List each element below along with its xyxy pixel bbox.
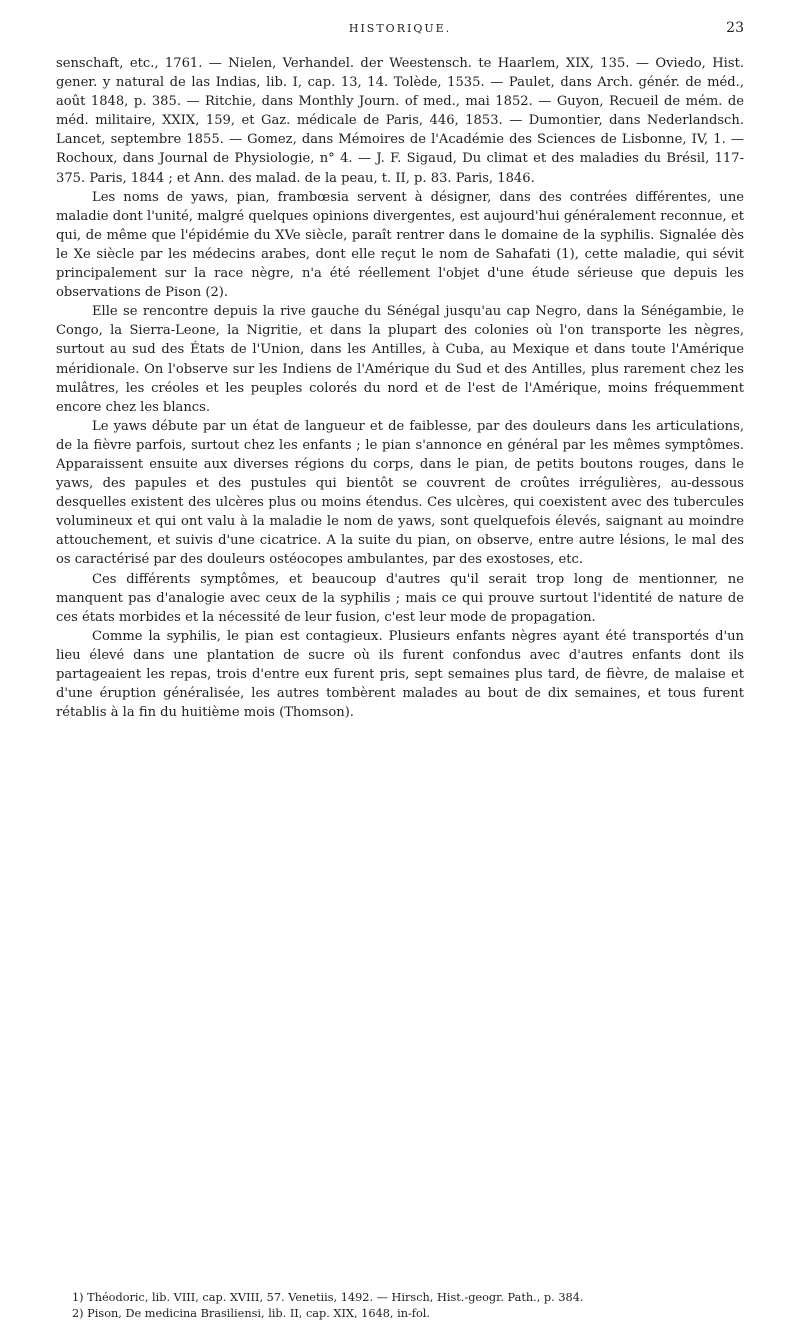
references-paragraph: senschaft, etc., 1761. — Nielen, Verhandel. der Weestensch. te Haarlem, XIX, 135. — Oviedo, Hist. gener. y natural de las Indias, lib. I, cap. 13, 14. Tolède, 1535. — Paulet, dans Arch. génér. de méd., août 1848, p. 385. — Ritchie, dans Monthly Journ. of med., mai 1852. — Guyon, Recueil de mém. de méd. militaire, XXIX, 159, et Gaz. médicale de Paris, 446, 1853. — Dumontier, dans Nederlandsch. Lancet, septembre 1855. — Gomez, dans Mémoires de l'Académie des Sciences de Lisbonne, IV, 1. — Rochoux, dans Journal de Physiologie, n° 4. — J. F. Sigaud, Du climat et des maladies du Brésil, 117-375. Paris, 1844 ; et Ann. des malad. de la peau, t. II, p. 83. Paris, 1846.	[56, 56, 744, 186]
paragraph-contagion: Comme la syphilis, le pian est contagieux. Plusieurs enfants nègres ayant été transportés d'un lieu élevé dans une plantation de sucre où ils furent confondus avec d'autres enfants dont ils partageaient les repas, trois d'entre eux furent pris, sept semaines plus tard, de fièvre, de malaise et d'une éruption généralisée, les autres tombèrent malades au bout de dix semaines, et tous furent rétablis à la fin du huitième mois (Thomson).	[56, 628, 744, 721]
paragraph-geographic-distribution: Elle se rencontre depuis la rive gauche du Sénégal jusqu'au cap Negro, dans la Sénégambie, le Congo, la Sierra-Leone, la Nigritie, et dans la plupart des colonies où l'on transporte les nègres, surtout au sud des États de l'Union, dans les Antilles, à Cuba, au Mexique et dans toute l'Amérique méridionale. On l'observe sur les Indiens de l'Amérique du Sud et des Antilles, plus rarement chez les mulâtres, les créoles et les peuples colorés du nord et de l'est de l'Amérique, moins fréquemment encore chez les blancs.	[56, 304, 744, 415]
page-number: 23	[726, 20, 744, 36]
paragraph-analogy-syphilis: Ces différents symptômes, et beaucoup d'autres qu'il serait trop long de mentionner, ne manquent pas d'analogie avec ceux de la syphilis ; mais ce qui prouve surtout l'identité de nature de ces états morbides et la nécessité de leur fusion, c'est leur mode de propagation.	[56, 571, 744, 625]
footnote-1: 1) Théodoric, lib. VIII, cap. XVIII, 57. Venetiis, 1492. — Hirsch, Hist.-geogr. Path., p. 384.	[72, 1291, 584, 1304]
paragraph-names-of-disease: Les noms de yaws, pian, frambœsia servent à désigner, dans des contrées différentes, une maladie dont l'unité, malgré quelques opinions divergentes, est aujourd'hui généralement reconnue, et qui, de même que l'épidémie du XVe siècle, paraît rentrer dans le domaine de la syphilis. Signalée dès le Xe siècle par les médecins arabes, dont elle reçut le nom de Sahafati (1), cette maladie, qui sévit principalement sur la race nègre, n'a été réellement l'objet d'une étude sérieuse que depuis les observations de Pison (2).	[56, 189, 744, 301]
page-header	[56, 22, 744, 46]
footnote-2: 2) Pison, De medicina Brasiliensi, lib. II, cap. XIX, 1648, in-fol.	[72, 1307, 430, 1320]
running-title: HISTORIQUE.	[348, 22, 452, 35]
body-text	[56, 54, 744, 722]
paragraph-symptoms: Le yaws débute par un état de langueur et de faiblesse, par des douleurs dans les articulations, de la fièvre parfois, surtout chez les enfants ; le pian s'annonce en général par les mêmes symptômes. Apparaissent ensuite aux diverses régions du corps, dans le pian, de petits boutons rouges, dans le yaws, des papules et des pustules qui bientôt se couvrent de croûtes irrégulières, au-dessous desquelles existent des ulcères plus ou moins étendus. Ces ulcères, qui coexistent avec des tubercules volumineux et qui ont valu à la maladie le nom de yaws, sont quelquefois élevés, saignant au moindre attouchement, et suivis d'une cicatrice. A la suite du pian, on observe, entre autre lésions, le mal des os caractérisé par des douleurs ostéocopes ambulantes, par des exostoses, etc.	[56, 418, 744, 568]
footnotes	[56, 1290, 744, 1322]
